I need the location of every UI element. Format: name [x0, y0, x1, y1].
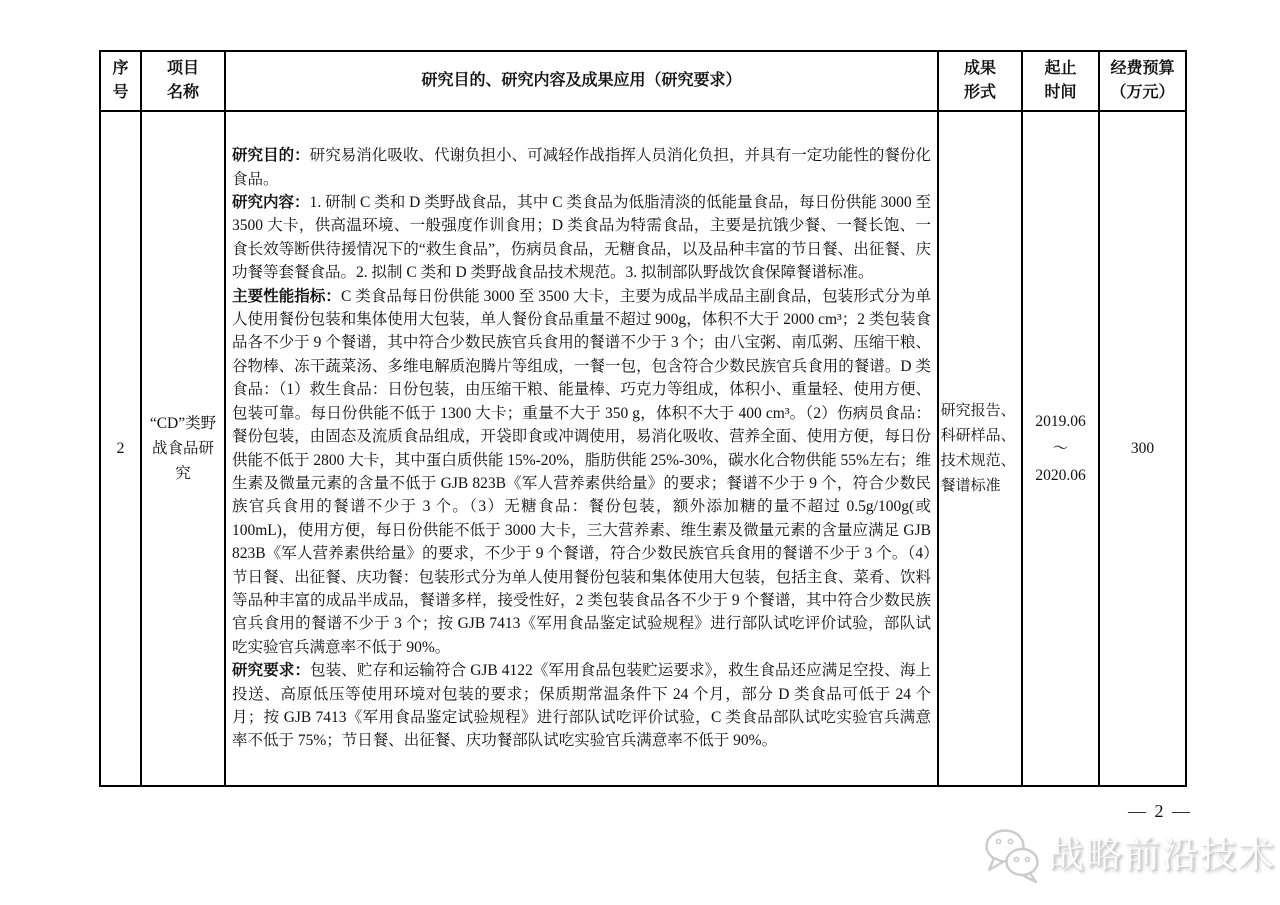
- research-section-requirements: [232, 659, 931, 753]
- section-text: 包装、贮存和运输符合 GJB 4122《军用食品包装贮运要求》，救生食品还应满足空投、海上投送、高原低压等使用环境对包装的要求；保质期常温条件下 24 个月，部分 D 类食品可低于 24 个月；按 GJB 7413《军用食品鉴定试验规程》进行部队试吃评价试验，C 类食品部队试吃实验官兵满意率不低于 75%；节日餐、出征餐、庆功餐部队试吃实验官兵满意率不低于 90%。: [232, 662, 931, 750]
- cell-research-detail: [225, 111, 938, 786]
- header-budget: [1099, 51, 1186, 111]
- project-name-text: “CD”类野战食品研究: [149, 415, 217, 482]
- cell-seq: 2: [100, 111, 141, 786]
- section-label: 主要性能指标：: [232, 287, 341, 305]
- cell-duration: [1022, 111, 1099, 786]
- table-header-row: [100, 51, 1186, 111]
- brand-watermark: [982, 826, 1276, 884]
- header-budget-label: 经费预算（万元）: [1110, 60, 1175, 101]
- research-section-content: [232, 191, 931, 285]
- duration-end: 2020.06: [1035, 467, 1086, 484]
- header-project-name: [141, 51, 225, 111]
- research-section-purpose: [232, 144, 931, 191]
- header-project-name-label: 项目名称: [166, 60, 199, 101]
- research-projects-table: [99, 50, 1187, 787]
- section-label: 研究要求：: [232, 662, 311, 680]
- section-label: 研究内容：: [232, 194, 310, 212]
- header-duration-label: 起止时间: [1044, 60, 1077, 101]
- header-result-form: [938, 51, 1022, 111]
- duration-separator: ～: [1052, 440, 1069, 457]
- section-label: 研究目的：: [232, 147, 310, 165]
- table-row: [100, 111, 1186, 786]
- section-text: 1. 研制 C 类和 D 类野战食品，其中 C 类食品为低脂清淡的低能量食品，每日份供能 3000 至 3500 大卡，供高温环境、一般强度作训食用；D 类食品为特需食品，主要是抗饿少餐、一餐长饱、一食长效等断供待援情况下的“救生食品”，伤病员食品，无糖食品，以及品种丰富的节日餐、出征餐、庆功餐等套餐食品。2. 拟制 C 类和 D 类野战食品技术规范。3. 拟制部队野战饮食保障餐谱标准。: [232, 194, 931, 282]
- research-section-performance: [232, 285, 931, 660]
- duration-start: 2019.06: [1035, 413, 1086, 430]
- cell-project-name: [141, 111, 225, 786]
- cell-budget: 300: [1099, 111, 1186, 786]
- header-research-label: 研究目的、研究内容及成果应用（研究要求）: [421, 72, 742, 89]
- result-form-text: 研究报告、科研样品、技术规范、餐谱标准: [940, 402, 1016, 494]
- header-seq: [100, 51, 141, 111]
- header-seq-label: 序号: [112, 60, 129, 101]
- header-research: [225, 51, 938, 111]
- section-text: 研究易消化吸收、代谢负担小、可减轻作战指挥人员消化负担，并具有一定功能性的餐份化食品。: [232, 147, 931, 188]
- section-text: C 类食品每日份供能 3000 至 3500 大卡，主要为成品半成品主副食品，包装形式分为单人使用餐份包装和集体使用大包装，单人餐份食品重量不超过 900g，体积不大于 2000 cm³；2 类包装食品各不少于 9 个餐谱，其中符合少数民族官兵食用的餐谱不少于 3 个；由八宝粥、南瓜粥、压缩干粮、谷物棒、冻干蔬菜汤、多维电解质泡腾片等组成，一餐一包，包含符合少数民族官兵食用的餐谱。D 类食品：（1）救生食品：日份包装，由压缩干粮、能量棒、巧克力等组成，体积小、重量轻、使用方便、包装可靠。每日份供能不低于 1300 大卡；重量不大于 350 g，体积不大于 400 cm³。（2）伤病员食品：餐份包装，由固态及流质食品组成，开袋即食或冲调使用，易消化吸收、营养全面、使用方便，每日份供能不低于 2800 大卡，其中蛋白质供能 15%-20%，脂肪供能 25%-30%，碳水化合物供能 55%左右；维生素及微量元素的含量不低于 GJB 823B《军人营养素供给量》的要求；餐谱不少于 9 个，符合少数民族官兵食用的餐谱不少于 3 个。（3）无糖食品：餐份包装，额外添加糖的量不超过 0.5g/100g(或 100mL)，使用方便，每日份供能不低于 3000 大卡，三大营养素、维生素及微量元素的含量应满足 GJB 823B《军人营养素供给量》的要求，不少于 9 个餐谱，符合少数民族官兵食用的餐谱不少于 3 个。（4）节日餐、出征餐、庆功餐：包装形式分为单人使用餐份包装和集体使用大包装，包括主食、菜肴、饮料等品种丰富的成品半成品，餐谱多样，接受性好，2 类包装食品各不少于 9 个餐谱，其中符合少数民族官兵食用的餐谱不少于 3 个；按 GJB 7413《军用食品鉴定试验规程》进行部队试吃评价试验，部队试吃实验官兵满意率不低于 90%。: [232, 287, 931, 656]
- header-duration: [1022, 51, 1099, 111]
- page-number: — 2 —: [1128, 801, 1192, 821]
- brand-name: 战略前沿技术: [1048, 835, 1277, 875]
- wechat-icon: [982, 826, 1042, 884]
- cell-result-form: [938, 111, 1022, 786]
- header-result-form-label: 成果形式: [963, 60, 996, 101]
